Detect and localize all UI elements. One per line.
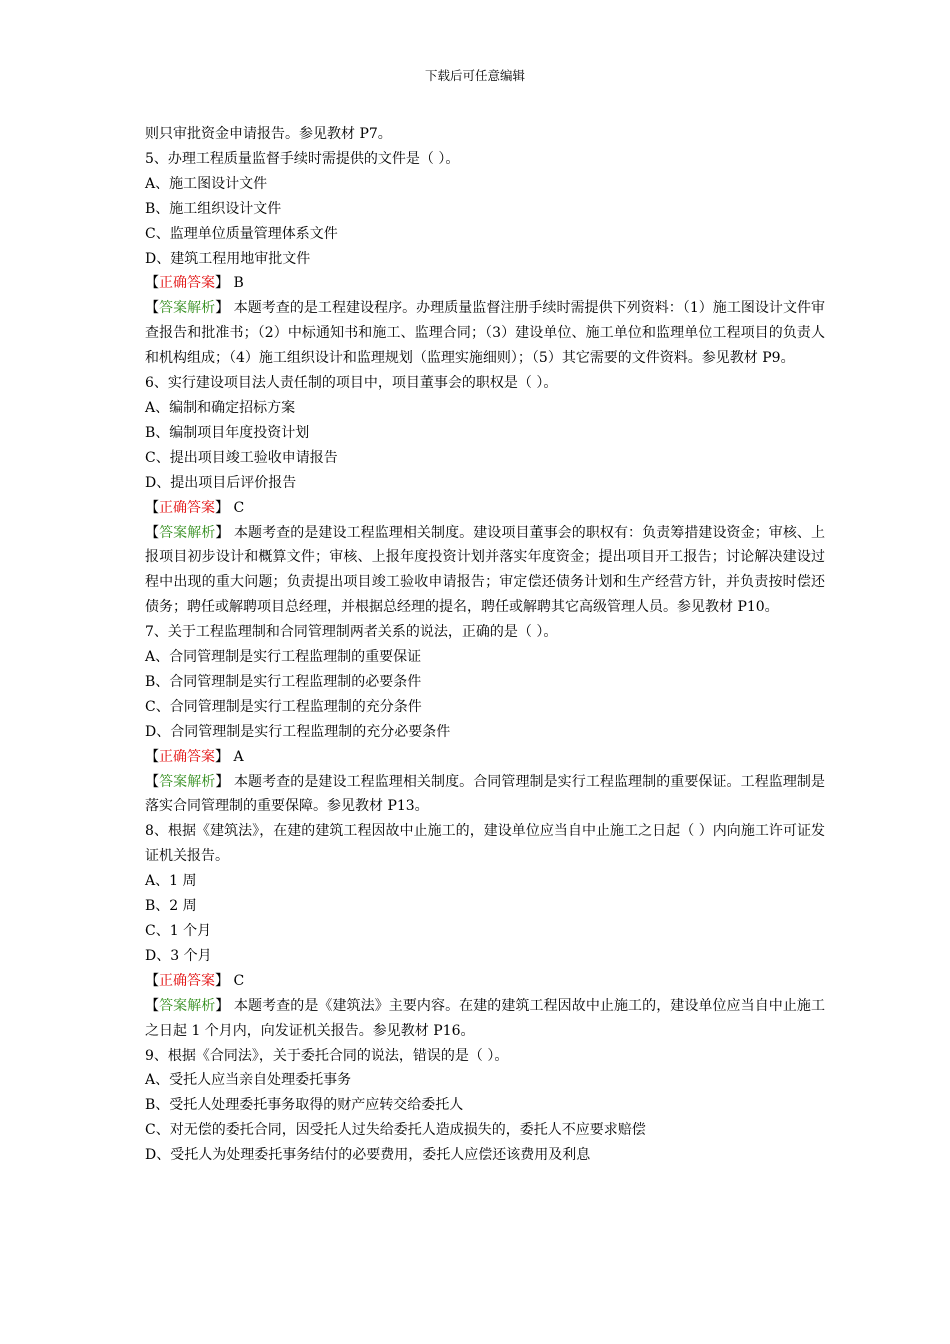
intro-line: 则只审批资金申请报告。参见教材 P7。 [145, 126, 392, 142]
bracket-left: 【 [145, 275, 159, 292]
analysis-label: 答案解析 [159, 524, 216, 541]
answer-value: A [229, 748, 244, 765]
bracket-right: 】 [215, 748, 229, 765]
question-5: 5、办理工程质量监督手续时需提供的文件是（ ）。 [145, 150, 460, 167]
analysis-text: 本题考查的是建设工程监理相关制度。合同管理制是实行工程监理制的重要保证。工程监理制是落实合同管理制的重要保障。参见教材 P13。 [145, 773, 826, 815]
answer-value: C [229, 972, 245, 989]
q5-option-b: B、施工组织设计文件 [145, 200, 282, 217]
question-6: 6、实行建设项目法人责任制的项目中，项目董事会的职权是（ ）。 [145, 375, 558, 392]
document-body [145, 122, 825, 1168]
q8-option-b: B、2 周 [145, 898, 197, 915]
analysis-label: 答案解析 [159, 773, 216, 790]
q6-option-c: C、提出项目竣工验收申请报告 [145, 449, 338, 466]
analysis-label: 答案解析 [159, 997, 216, 1014]
answer-label: 正确答案 [159, 499, 215, 516]
bracket-left: 【 [145, 773, 160, 790]
q5-option-a: A、施工图设计文件 [145, 175, 268, 192]
bracket-right: 】 [215, 499, 229, 516]
q7-option-a: A、合同管理制是实行工程监理制的重要保证 [145, 649, 422, 666]
answer-value: C [229, 499, 245, 516]
bracket-left: 【 [145, 524, 160, 541]
q7-option-c: C、合同管理制是实行工程监理制的充分条件 [145, 698, 422, 715]
q7-option-d: D、合同管理制是实行工程监理制的充分必要条件 [145, 723, 451, 740]
answer-label: 正确答案 [159, 748, 215, 765]
bracket-right: 】 [215, 997, 230, 1014]
bracket-right: 】 [215, 300, 230, 317]
bracket-left: 【 [145, 499, 159, 516]
answer-label: 正确答案 [159, 275, 215, 292]
q5-option-d: D、建筑工程用地审批文件 [145, 250, 311, 267]
analysis-text: 本题考查的是建设工程监理相关制度。建设项目董事会的职权有：负责筹措建设资金；审核、上报项目初步设计和概算文件；审核、上报年度投资计划并落实年度资金；提出项目开工报告；讨论解决建设过程中出现的重大问题；负责提出项目竣工验收申请报告；审定偿还债务计划和生产经营方针，并负责按时偿还债务；聘任或解聘项目总经理，并根据总经理的提名，聘任或解聘其它高级管理人员。参见教材 P10。 [145, 524, 826, 616]
analysis-label: 答案解析 [159, 300, 216, 317]
q5-option-c: C、监理单位质量管理体系文件 [145, 225, 338, 242]
analysis-text: 本题考查的是《建筑法》主要内容。在建的建筑工程因故中止施工的，建设单位应当自中止施工之日起 1 个月内，向发证机关报告。参见教材 P16。 [145, 997, 826, 1039]
q8-answer [145, 969, 825, 994]
q6-option-a: A、编制和确定招标方案 [145, 399, 296, 416]
bracket-right: 】 [215, 773, 230, 790]
q6-option-b: B、编制项目年度投资计划 [145, 424, 310, 441]
q5-answer [145, 271, 825, 296]
q6-analysis [145, 521, 825, 621]
q8-option-c: C、1 个月 [145, 923, 212, 939]
bracket-left: 【 [145, 972, 159, 989]
question-9: 9、根据《合同法》，关于委托合同的说法，错误的是（ ）。 [145, 1047, 509, 1064]
q8-option-a: A、1 周 [145, 873, 197, 890]
analysis-text: 本题考查的是工程建设程序。办理质量监督注册手续时需提供下列资料：（1）施工图设计文件审查报告和批准书；（2）中标通知书和施工、监理合同；（3）建设单位、施工单位和监理单位工程项目的负责人和机构组成；（4）施工组织设计和监理规划（监理实施细则）；（5）其它需要的文件资料。参见教材 P9。 [145, 300, 826, 367]
q6-answer [145, 496, 825, 521]
page-header: 下载后可任意编辑 [424, 68, 525, 83]
bracket-right: 】 [215, 275, 229, 292]
q9-option-d: D、受托人为处理委托事务结付的必要费用，委托人应偿还该费用及利息 [145, 1147, 591, 1164]
q8-analysis [145, 994, 825, 1044]
answer-value: B [229, 275, 244, 292]
bracket-right: 】 [215, 524, 230, 541]
bracket-left: 【 [145, 300, 160, 317]
bracket-right: 】 [215, 972, 229, 989]
q9-option-a: A、受托人应当亲自处理委托事务 [145, 1072, 352, 1089]
q9-option-c: C、对无偿的委托合同，因受托人过失给委托人造成损失的，委托人不应要求赔偿 [145, 1122, 646, 1139]
q7-answer [145, 745, 825, 770]
question-7: 7、关于工程监理制和合同管理制两者关系的说法，正确的是（ ）。 [145, 624, 558, 641]
q6-option-d: D、提出项目后评价报告 [145, 474, 297, 491]
q7-option-b: B、合同管理制是实行工程监理制的必要条件 [145, 673, 422, 690]
q8-option-d: D、3 个月 [145, 947, 212, 964]
q7-analysis [145, 770, 825, 820]
answer-label: 正确答案 [159, 972, 215, 989]
bracket-left: 【 [145, 748, 159, 765]
q5-analysis [145, 296, 825, 371]
question-8: 8、根据《建筑法》，在建的建筑工程因故中止施工的，建设单位应当自中止施工之日起（ ）内向施工许可证发证机关报告。 [145, 823, 825, 865]
q9-option-b: B、受托人处理委托事务取得的财产应转交给委托人 [145, 1097, 464, 1114]
bracket-left: 【 [145, 997, 160, 1014]
